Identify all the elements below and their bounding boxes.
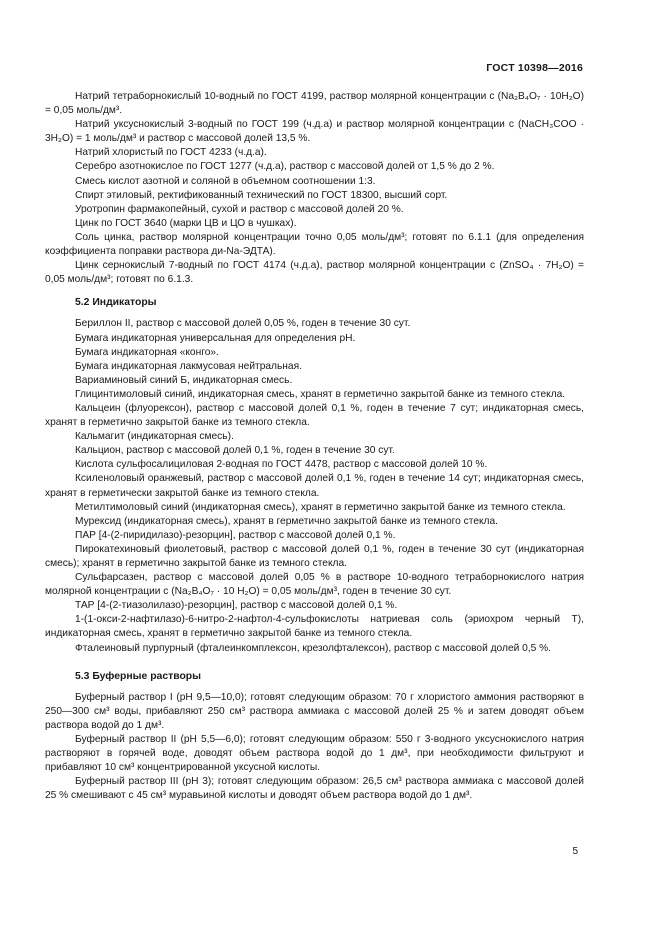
paragraph: Бумага индикаторная универсальная для определения pH. — [75, 332, 356, 344]
paragraph: Бумага индикаторная «конго». — [75, 346, 219, 358]
paragraph: 1-(1-окси-2-нафтилазо)-6-нитро-2-нафтол-4-сульфокислоты натриевая соль (эриохром черный Т), индикаторная смесь, хранят в герметично закрытой банке из темного стекла. — [45, 614, 584, 640]
paragraph: Глицинтимоловый синий, индикаторная смесь, хранят в герметично закрытой банке из темного стекла. — [75, 388, 566, 400]
paragraph: Натрий уксуснокислый 3-водный по ГОСТ 199 (ч.д.а) и раствор молярной концентрации c (NaCH₃COO · 3H₂O) = 1 моль/дм³ и раствор с массовой долей 13,5 %. — [45, 119, 584, 145]
paragraph: Буферный раствор III (pH 3); готовят следующим образом: 26,5 см³ раствора аммиака с массовой долей 25 % смешивают с 45 см³ муравьиной кислоты и доводят объем раствора водой до 1 дм³. — [45, 776, 584, 802]
document-id: ГОСТ 10398—2016 — [486, 62, 583, 74]
paragraph: Цинк сернокислый 7-водный по ГОСТ 4174 (ч.д.а), раствор молярной концентрации c (ZnSO₄ · 7H₂O) = 0,05 моль/дм³; готовят по 6.1.3. — [45, 260, 584, 286]
paragraph: Мурексид (индикаторная смесь), хранят в герметично закрытой банке из темного стекла. — [75, 515, 498, 527]
paragraph: Вариаминовый синий Б, индикаторная смесь. — [75, 374, 293, 386]
paragraph: Бериллон II, раствор с массовой долей 0,05 %, годен в течение 30 сут. — [75, 318, 411, 330]
paragraph: Фталеиновый пурпурный (фталеинкомплексон, крезолфталексон), раствор с массовой долей 0,5 %. — [75, 642, 552, 654]
paragraph: Буферный раствор II (pH 5,5—6,0); готовят следующим образом: 550 г 3-водного уксуснокислого натрия растворяют в горячей воде, доводят объем раствора водой до 1 дм³, при необходимости фильтруют и прибавляют 10 см³ концентрированной уксусной кислоты. — [45, 734, 584, 774]
buffers-list — [45, 691, 584, 804]
page-content — [45, 90, 584, 804]
paragraph: Метилтимоловый синий (индикаторная смесь), хранят в герметично закрытой банке из темного стекла. — [75, 501, 566, 513]
paragraph: Буферный раствор I (pH 9,5—10,0); готовят следующим образом: 70 г хлористого аммония растворяют в 250—300 см³ воды, прибавляют 250 см³ раствора аммиака с массовой долей 25 % и затем доводят объем раствора водой до 1 дм³. — [45, 691, 584, 731]
section-title-indicators: 5.2 Индикаторы — [75, 297, 157, 309]
materials-list — [45, 90, 584, 287]
paragraph: Спирт этиловый, ректификованный технический по ГОСТ 18300, высший сорт. — [75, 189, 448, 201]
paragraph: Кальцеин (флуорексон), раствор с массовой долей 0,1 %, годен в течение 7 сут; индикаторная смесь, хранят в герметично закрытой банке из темного стекла. — [45, 402, 584, 429]
paragraph: Сульфарсазен, раствор с массовой долей 0,05 % в растворе 10-водного тетраборнокислого натрия молярной концентрации c (Na₂B₄O₇ · 10 H₂O) = 0,05 моль/дм³, годен в течение 30 сут. — [45, 572, 584, 598]
paragraph: Смесь кислот азотной и соляной в объемном соотношении 1:3. — [75, 175, 376, 187]
paragraph: Бумага индикаторная лакмусовая нейтральная. — [75, 360, 302, 372]
paragraph: ПАР [4-(2-пиридилазо)-резорцин], раствор с массовой долей 0,1 %. — [75, 529, 396, 541]
paragraph: Пирокатехиновый фиолетовый, раствор с массовой долей 0,1 %, годен в течение 30 сут (индикаторная смесь); хранят в герметично закрытой банке из темного стекла. — [45, 543, 584, 569]
paragraph: Уротропин фармакопейный, сухой и раствор с массовой долей 20 %. — [75, 203, 404, 215]
indicators-list — [45, 317, 584, 655]
page-number: 5 — [572, 846, 578, 857]
paragraph: Серебро азотнокислое по ГОСТ 1277 (ч.д.а), раствор с массовой долей от 1,5 % до 2 %. — [75, 161, 495, 173]
paragraph: Соль цинка, раствор молярной концентрации точно 0,05 моль/дм³; готовят по 6.1.1 (для определения коэффициента поправки раствора ди-Na-ЭДТА). — [45, 231, 584, 258]
section-title-buffers: 5.3 Буферные растворы — [75, 670, 202, 682]
paragraph: Кислота сульфосалициловая 2-водная по ГОСТ 4478, раствор с массовой долей 10 %. — [75, 459, 488, 471]
paragraph: ТАР [4-(2-тиазолилазо)-резорцин], раствор с массовой долей 0,1 %. — [75, 600, 398, 612]
paragraph: Натрий тетраборнокислый 10-водный по ГОСТ 4199, раствор молярной концентрации c (Na₂B₄O₇ · 10H₂O) = 0,05 моль/дм³. — [45, 91, 584, 117]
paragraph: Кальмагит (индикаторная смесь). — [75, 431, 234, 443]
paragraph: Цинк по ГОСТ 3640 (марки ЦВ и ЦО в чушках). — [75, 217, 297, 229]
paragraph: Ксиленоловый оранжевый, раствор с массовой долей 0,1 %, годен в течение 14 сут; индикаторная смесь, хранят в герметически закрытой банке из темного стекла. — [45, 473, 584, 499]
paragraph: Кальцион, раствор с массовой долей 0,1 %, годен в течение 30 сут. — [75, 445, 395, 457]
paragraph: Натрий хлористый по ГОСТ 4233 (ч.д.а). — [75, 147, 267, 159]
